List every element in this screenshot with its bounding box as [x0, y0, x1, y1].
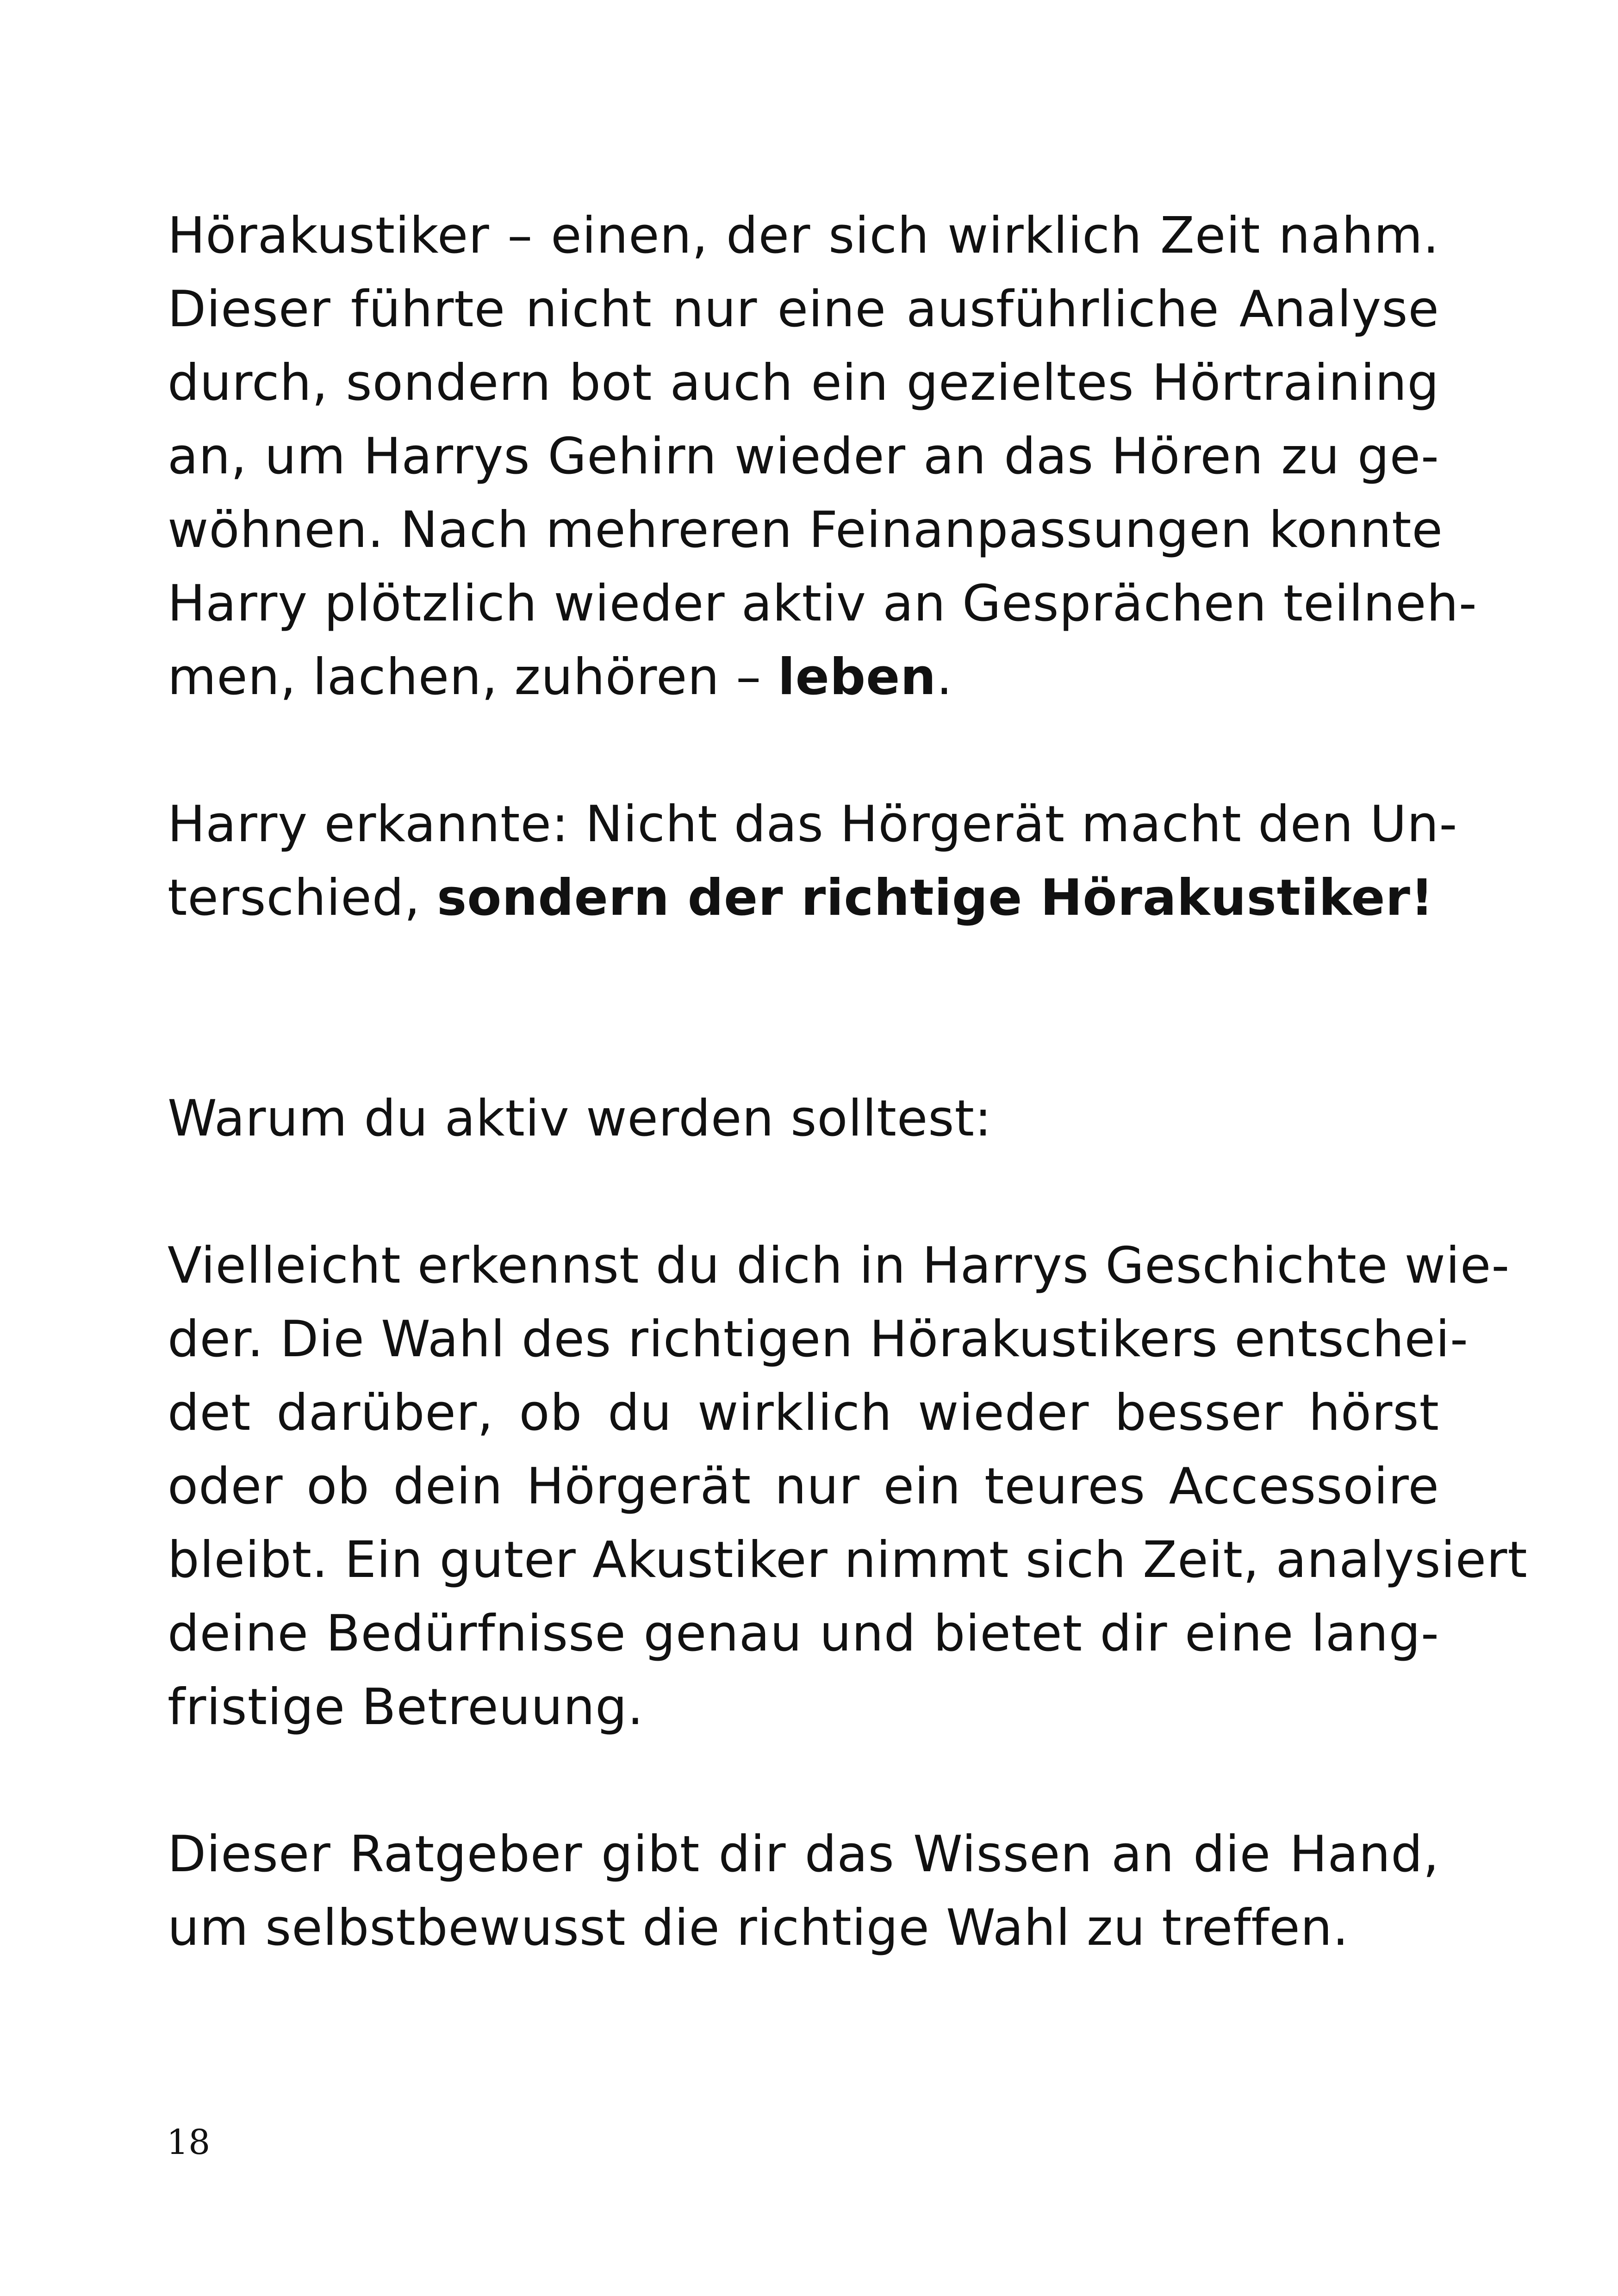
page-body — [168, 199, 1528, 1965]
text-run: Dieser Ratgeber gibt dir das Wissen an die Hand, — [168, 1825, 1439, 1883]
text-line — [168, 861, 1439, 935]
text-line — [168, 1670, 1439, 1744]
text-line — [168, 346, 1439, 420]
text-line — [168, 1082, 1439, 1155]
text-line — [168, 273, 1439, 346]
bold-text: leben — [778, 648, 937, 706]
text-run: an, um Harrys Gehirn wieder an das Hören zu ge- — [168, 428, 1439, 485]
text-line — [168, 1376, 1439, 1450]
text-run: men, lachen, zuhören – — [168, 648, 778, 706]
text-run: terschied, — [168, 869, 437, 927]
text-run: wöhnen. Nach mehreren Feinanpassungen konnte — [168, 501, 1443, 559]
paragraph-guide-purpose — [168, 1818, 1439, 1965]
text-line — [168, 640, 1439, 714]
text-run: . — [936, 648, 953, 706]
paragraph-harry-insight — [168, 788, 1458, 935]
text-line — [168, 1891, 1439, 1965]
text-line — [168, 1818, 1439, 1891]
text-run: oder ob dein Hörgerät nur ein teures Accessoire — [168, 1458, 1439, 1515]
text-line — [168, 199, 1439, 273]
paragraph-spacer — [168, 1744, 1439, 1818]
text-run: Warum du aktiv werden solltest: — [168, 1090, 992, 1148]
text-run: Harry plötzlich wieder aktiv an Gesprächen teilneh- — [168, 575, 1477, 633]
paragraph-why-act — [168, 1229, 1528, 1744]
text-line — [168, 420, 1439, 493]
paragraph-harry-success — [168, 199, 1477, 714]
section-spacer — [168, 935, 1439, 1082]
text-run: Hörakustiker – einen, der sich wirklich Zeit nahm. — [168, 207, 1439, 265]
text-run: Harry erkannte: Nicht das Hörgerät macht den Un- — [168, 795, 1458, 853]
text-line — [168, 1229, 1510, 1303]
text-run: Dieser führte nicht nur eine ausführliche Analyse — [168, 280, 1439, 338]
text-run: Vielleicht erkennst du dich in Harrys Geschichte wie- — [168, 1237, 1510, 1295]
section-heading — [168, 1082, 1439, 1155]
text-line — [168, 1523, 1528, 1597]
text-line — [168, 1597, 1439, 1670]
text-line — [168, 1450, 1439, 1523]
page-number: 18 — [167, 2122, 211, 2162]
text-line — [168, 493, 1443, 567]
text-run: der. Die Wahl des richtigen Hörakustikers entschei- — [168, 1310, 1469, 1368]
text-run: um selbstbewusst die richtige Wahl zu treffen. — [168, 1899, 1349, 1957]
text-run: durch, sondern bot auch ein gezieltes Hörtraining — [168, 354, 1439, 412]
text-line — [168, 788, 1458, 861]
paragraph-spacer — [168, 1155, 1439, 1229]
text-run: fristige Betreuung. — [168, 1678, 644, 1736]
bold-text: sondern der richtige Hörakustiker! — [436, 869, 1434, 927]
text-run: bleibt. Ein guter Akustiker nimmt sich Zeit, analysiert — [168, 1531, 1528, 1589]
text-run: det darüber, ob du wirklich wieder besser hörst — [168, 1384, 1439, 1442]
text-line — [168, 567, 1477, 640]
text-line — [168, 1303, 1469, 1376]
text-run: deine Bedürfnisse genau und bietet dir eine lang- — [168, 1605, 1439, 1663]
paragraph-spacer — [168, 714, 1439, 788]
